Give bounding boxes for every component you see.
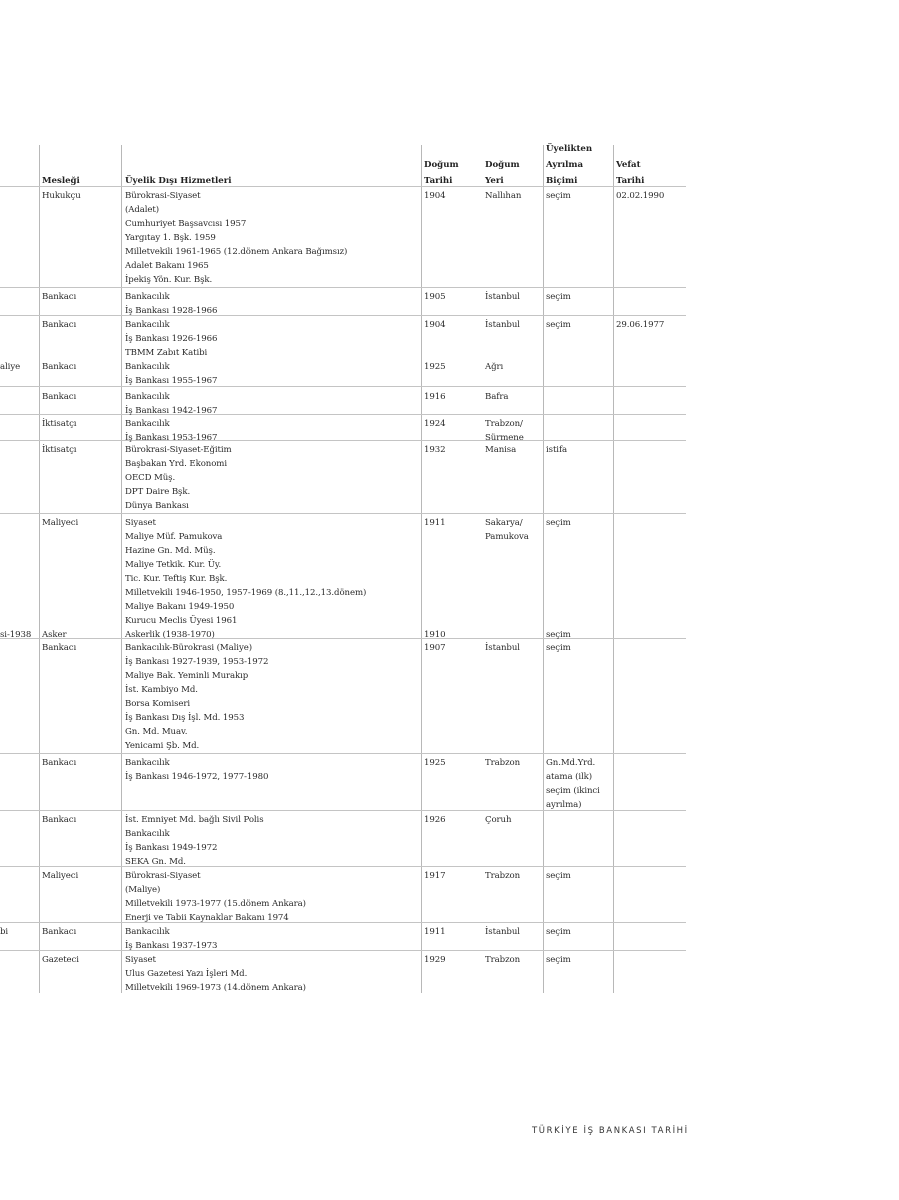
cell-line: Manisa xyxy=(485,445,517,455)
row-divider xyxy=(0,287,686,288)
row-divider xyxy=(0,513,686,514)
header-divider xyxy=(0,186,686,187)
cell-meslegi: Bankacı xyxy=(42,643,77,653)
cell-line: seçim (ikinci xyxy=(546,786,600,796)
row-divider xyxy=(0,753,686,754)
cell-dogum-tarihi: 1925 xyxy=(424,362,446,372)
cell-dogum-tarihi: 1911 xyxy=(424,518,446,528)
cell-line: Enerji ve Tabii Kaynaklar Bakanı 1974 xyxy=(125,913,289,923)
cell-ayrilma xyxy=(546,516,571,530)
cell-meslegi: Bankacı xyxy=(42,927,77,937)
cell-line: Çoruh xyxy=(485,815,512,825)
cell-line: İst. Emniyet Md. bağlı Sivil Polis xyxy=(125,815,264,825)
cell-line: Trabzon xyxy=(485,758,521,768)
cell-line: Gn. Md. Muav. xyxy=(125,727,188,737)
cell-line: Hazine Gn. Md. Müş. xyxy=(125,546,216,556)
cell-line: OECD Müş. xyxy=(125,473,176,483)
cell-line: İst. Kambiyo Md. xyxy=(125,685,198,695)
running-title: TÜRKİYE İŞ BANKASI TARİHİ xyxy=(532,1126,689,1136)
cell-dogum-yeri xyxy=(485,417,524,445)
cell-meslegi: Bankacı xyxy=(42,320,77,330)
cell-line: Bankacılık xyxy=(125,419,170,429)
header-ayrilma-bicimi xyxy=(546,141,592,189)
cell-line: Maliye Tetkik. Kur. Üy. xyxy=(125,560,222,570)
cell-ayrilma xyxy=(546,925,571,939)
cell-dogum-yeri xyxy=(485,953,520,967)
cell-line: Bankacılık xyxy=(125,927,170,937)
cell-line: ayrılma) xyxy=(546,800,582,810)
cell-line: Bankacılık xyxy=(125,362,170,372)
cell-line: seçim xyxy=(546,518,571,528)
row-divider xyxy=(0,638,686,639)
cell-line: DPT Daire Bşk. xyxy=(125,487,191,497)
cell-dogum-yeri xyxy=(485,390,508,404)
cell-dogum-tarihi: 1910 xyxy=(424,630,446,640)
cell-line: Trabzon xyxy=(485,955,521,965)
cell-truncated-left: si-1938 xyxy=(0,630,32,640)
header-line: Yeri xyxy=(485,176,504,186)
cell-line: Siyaset xyxy=(125,955,156,965)
cell-ayrilma xyxy=(546,290,571,304)
cell-line: İş Bankası 1946-1972, 1977-1980 xyxy=(125,772,269,782)
cell-line: Bankacılık xyxy=(125,829,170,839)
cell-meslegi: Maliyeci xyxy=(42,518,79,528)
cell-line: Bankacılık-Bürokrasi (Maliye) xyxy=(125,643,252,653)
cell-meslegi: Bankacı xyxy=(42,392,77,402)
cell-line: Yenicami Şb. Md. xyxy=(125,741,200,751)
cell-ayrilma xyxy=(546,318,571,332)
cell-ayrilma xyxy=(546,189,571,203)
row-divider xyxy=(0,440,686,441)
cell-dogum-tarihi: 1904 xyxy=(424,320,446,330)
cell-line: Bankacılık xyxy=(125,392,170,402)
cell-meslegi: Maliyeci xyxy=(42,871,79,881)
cell-dogum-tarihi: 1907 xyxy=(424,643,446,653)
cell-hizmetler xyxy=(125,869,306,925)
cell-line: seçim xyxy=(546,871,571,881)
row-divider xyxy=(0,386,686,387)
cell-dogum-tarihi: 1905 xyxy=(424,292,446,302)
cell-hizmetler xyxy=(125,516,366,628)
cell-dogum-tarihi: 1917 xyxy=(424,871,446,881)
cell-ayrilma xyxy=(546,953,571,967)
cell-line: Maliye Bakanı 1949-1950 xyxy=(125,602,235,612)
cell-line: SEKA Gn. Md. xyxy=(125,857,186,867)
header-line: Biçimi xyxy=(546,176,578,186)
header-meslegi: Mesleği xyxy=(42,176,80,186)
cell-line: seçim xyxy=(546,320,571,330)
cell-line: Bankacılık xyxy=(125,758,170,768)
header-line: Üyelikten xyxy=(546,144,593,154)
cell-dogum-tarihi: 1916 xyxy=(424,392,446,402)
cell-meslegi: Bankacı xyxy=(42,362,77,372)
cell-dogum-tarihi: 1911 xyxy=(424,927,446,937)
cell-line: Cumhuriyet Başsavcısı 1957 xyxy=(125,219,247,229)
cell-dogum-tarihi: 1929 xyxy=(424,955,446,965)
cell-dogum-yeri xyxy=(485,443,516,457)
cell-line: (Maliye) xyxy=(125,885,161,895)
cell-line: Adalet Bakanı 1965 xyxy=(125,261,209,271)
cell-line: seçim xyxy=(546,292,571,302)
cell-ayrilma xyxy=(546,869,571,883)
cell-meslegi: İktisatçı xyxy=(42,445,77,455)
cell-line: Milletvekili 1961-1965 (12.dönem Ankara Bağımsız) xyxy=(125,247,348,257)
row-divider xyxy=(0,922,686,923)
cell-hizmetler xyxy=(125,360,217,388)
cell-line: seçim xyxy=(546,955,571,965)
cell-line: (Adalet) xyxy=(125,205,160,215)
cell-dogum-tarihi: 1925 xyxy=(424,758,446,768)
cell-line: TBMM Zabıt Katibi xyxy=(125,348,208,358)
cell-dogum-tarihi: 1904 xyxy=(424,191,446,201)
cell-line: Dünya Bankası xyxy=(125,501,189,511)
cell-line: İstanbul xyxy=(485,320,520,330)
cell-line: Yargıtay 1. Bşk. 1959 xyxy=(125,233,216,243)
cell-dogum-yeri xyxy=(485,189,521,203)
cell-line: Başbakan Yrd. Ekonomi xyxy=(125,459,227,469)
header-line: Tarihi xyxy=(616,176,645,186)
cell-line: İstanbul xyxy=(485,927,520,937)
header-line: Vefat xyxy=(616,160,641,170)
cell-meslegi: İktisatçı xyxy=(42,419,77,429)
row-divider xyxy=(0,414,686,415)
cell-vefat: 29.06.1977 xyxy=(616,320,665,330)
cell-line: seçim xyxy=(546,927,571,937)
cell-line: Bürokrasi-Siyaset xyxy=(125,191,201,201)
header-dogum-tarihi xyxy=(424,157,459,189)
cell-line: istifa xyxy=(546,445,568,455)
cell-hizmetler xyxy=(125,628,215,642)
cell-dogum-tarihi: 1926 xyxy=(424,815,446,825)
cell-truncated-left: bi xyxy=(0,927,9,937)
cell-ayrilma xyxy=(546,641,571,655)
cell-line: İş Bankası 1942-1967 xyxy=(125,406,218,416)
cell-line: İş Bankası 1926-1966 xyxy=(125,334,218,344)
cell-meslegi: Bankacı xyxy=(42,758,77,768)
header-line: Doğum xyxy=(424,160,459,170)
header-line: Ayrılma xyxy=(546,160,584,170)
cell-line: Borsa Komiseri xyxy=(125,699,191,709)
cell-ayrilma xyxy=(546,443,567,457)
cell-dogum-yeri xyxy=(485,360,503,374)
cell-dogum-yeri xyxy=(485,516,529,544)
cell-hizmetler xyxy=(125,417,217,445)
cell-line: İstanbul xyxy=(485,292,520,302)
cell-line: Milletvekili 1969-1973 (14.dönem Ankara) xyxy=(125,983,306,993)
row-divider xyxy=(0,315,686,316)
cell-dogum-yeri xyxy=(485,869,520,883)
row-divider xyxy=(0,950,686,951)
header-dogum-yeri xyxy=(485,157,520,189)
cell-dogum-yeri xyxy=(485,641,520,655)
cell-line: Ulus Gazetesi Yazı İşleri Md. xyxy=(125,969,248,979)
cell-line: Pamukova xyxy=(485,532,529,542)
row-divider xyxy=(0,866,686,867)
cell-line: İş Bankası 1928-1966 xyxy=(125,306,218,316)
cell-line: Nallıhan xyxy=(485,191,522,201)
cell-hizmetler xyxy=(125,318,217,360)
cell-line: Kurucu Meclis Üyesi 1961 xyxy=(125,616,238,626)
cell-dogum-tarihi: 1924 xyxy=(424,419,446,429)
cell-hizmetler xyxy=(125,390,217,418)
cell-line: Bürokrasi-Siyaset xyxy=(125,871,201,881)
cell-hizmetler xyxy=(125,953,306,995)
cell-line: seçim xyxy=(546,643,571,653)
cell-hizmetler xyxy=(125,925,217,953)
cell-dogum-yeri xyxy=(485,290,520,304)
cell-line: Trabzon/ xyxy=(485,419,523,429)
cell-line: atama (ilk) xyxy=(546,772,593,782)
cell-line: Gn.Md.Yrd. xyxy=(546,758,596,768)
cell-meslegi: Asker xyxy=(42,630,67,640)
cell-meslegi: Bankacı xyxy=(42,815,77,825)
cell-hizmetler xyxy=(125,189,347,287)
cell-dogum-yeri xyxy=(485,318,520,332)
cell-meslegi: Gazeteci xyxy=(42,955,79,965)
cell-hizmetler xyxy=(125,290,217,318)
cell-line: İş Bankası 1949-1972 xyxy=(125,843,218,853)
cell-ayrilma xyxy=(546,628,571,642)
cell-hizmetler xyxy=(125,443,232,513)
cell-hizmetler xyxy=(125,813,264,869)
cell-line: İş Bankası 1927-1939, 1953-1972 xyxy=(125,657,269,667)
cell-dogum-yeri xyxy=(485,813,511,827)
cell-dogum-yeri xyxy=(485,925,520,939)
cell-line: İş Bankası 1955-1967 xyxy=(125,376,218,386)
cell-line: İş Bankası Dış İşl. Md. 1953 xyxy=(125,713,245,723)
cell-hizmetler xyxy=(125,756,268,784)
cell-line: Askerlik (1938-1970) xyxy=(125,630,215,640)
cell-line: Bafra xyxy=(485,392,509,402)
cell-line: Maliye Müf. Pamukova xyxy=(125,532,223,542)
cell-ayrilma xyxy=(546,756,600,812)
cell-line: Sürmene xyxy=(485,433,524,443)
cell-line: İş Bankası 1937-1973 xyxy=(125,941,218,951)
cell-line: Milletvekili 1946-1950, 1957-1969 (8.,11.,12.,13.dönem) xyxy=(125,588,367,598)
cell-line: Maliye Bak. Yeminli Murakıp xyxy=(125,671,249,681)
header-vefat-tarihi xyxy=(616,157,644,189)
cell-line: Milletvekili 1973-1977 (15.dönem Ankara) xyxy=(125,899,306,909)
cell-truncated-left: aliye xyxy=(0,362,21,372)
header-line: Tarihi xyxy=(424,176,453,186)
cell-line: İstanbul xyxy=(485,643,520,653)
cell-line: Bankacılık xyxy=(125,320,170,330)
cell-line: seçim xyxy=(546,630,571,640)
cell-line: İpekiş Yön. Kur. Bşk. xyxy=(125,275,213,285)
cell-dogum-yeri xyxy=(485,756,520,770)
cell-line: Sakarya/ xyxy=(485,518,523,528)
header-line: Doğum xyxy=(485,160,520,170)
cell-line: Bürokrasi-Siyaset-Eğitim xyxy=(125,445,232,455)
cell-vefat: 02.02.1990 xyxy=(616,191,665,201)
cell-line: Siyaset xyxy=(125,518,156,528)
cell-hizmetler xyxy=(125,641,268,753)
cell-line: Trabzon xyxy=(485,871,521,881)
cell-meslegi: Hukukçu xyxy=(42,191,81,201)
cell-line: seçim xyxy=(546,191,571,201)
cell-line: Bankacılık xyxy=(125,292,170,302)
cell-line: İş Bankası 1953-1967 xyxy=(125,433,218,443)
cell-line: Ağrı xyxy=(485,362,504,372)
cell-dogum-tarihi: 1932 xyxy=(424,445,446,455)
header-uyelik-disi-hizmetleri: Üyelik Dışı Hizmetleri xyxy=(125,176,232,186)
cell-line: Tic. Kur. Teftiş Kur. Bşk. xyxy=(125,574,228,584)
cell-meslegi: Bankacı xyxy=(42,292,77,302)
